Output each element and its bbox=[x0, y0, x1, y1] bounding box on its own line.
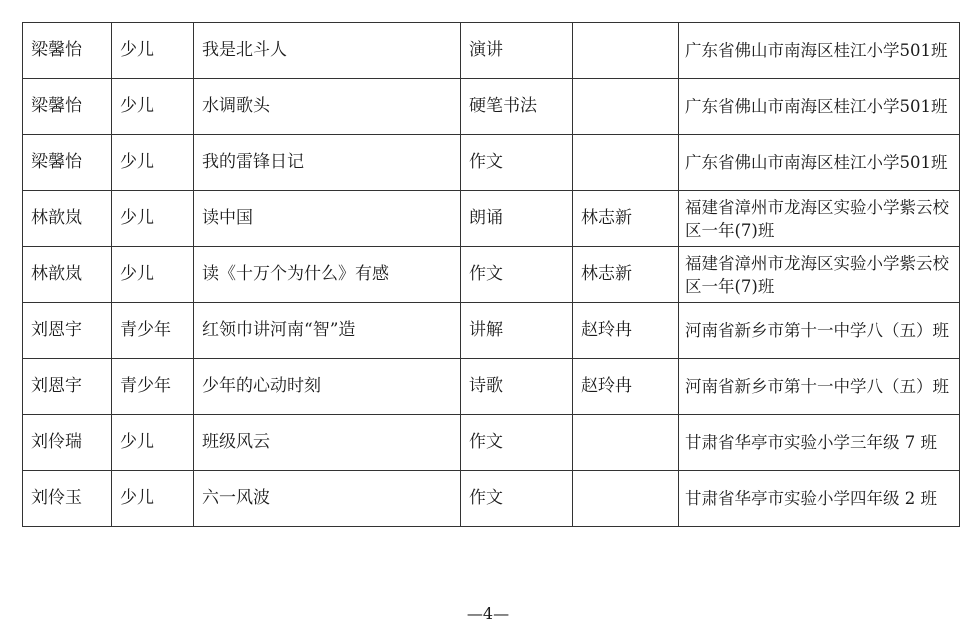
age-group: 青少年 bbox=[112, 303, 194, 359]
instructor: 赵玲冉 bbox=[573, 359, 679, 415]
work-category: 作文 bbox=[461, 247, 573, 303]
participant-name: 刘伶瑞 bbox=[23, 415, 112, 471]
instructor: 林志新 bbox=[573, 191, 679, 247]
work-category: 硬笔书法 bbox=[461, 79, 573, 135]
instructor bbox=[573, 415, 679, 471]
age-group: 少儿 bbox=[112, 247, 194, 303]
participant-name: 林歆岚 bbox=[23, 247, 112, 303]
age-group: 少儿 bbox=[112, 23, 194, 79]
instructor bbox=[573, 23, 679, 79]
school: 广东省佛山市南海区桂江小学501班 bbox=[679, 79, 960, 135]
table-row bbox=[23, 135, 960, 191]
school: 福建省漳州市龙海区实验小学紫云校区一年(7)班 bbox=[679, 191, 960, 247]
instructor bbox=[573, 471, 679, 527]
school: 福建省漳州市龙海区实验小学紫云校区一年(7)班 bbox=[679, 247, 960, 303]
participant-name: 刘恩宇 bbox=[23, 303, 112, 359]
work-category: 作文 bbox=[461, 415, 573, 471]
work-category: 诗歌 bbox=[461, 359, 573, 415]
work-title: 我的雷锋日记 bbox=[194, 135, 461, 191]
work-title: 读中国 bbox=[194, 191, 461, 247]
school: 河南省新乡市第十一中学八（五）班 bbox=[679, 303, 960, 359]
age-group: 少儿 bbox=[112, 471, 194, 527]
participant-name: 梁馨怡 bbox=[23, 135, 112, 191]
page-number: —4— bbox=[466, 604, 510, 623]
work-category: 演讲 bbox=[461, 23, 573, 79]
participant-name: 林歆岚 bbox=[23, 191, 112, 247]
award-list-table bbox=[22, 22, 960, 527]
work-title: 读《十万个为什么》有感 bbox=[194, 247, 461, 303]
table-row bbox=[23, 247, 960, 303]
work-title: 六一风波 bbox=[194, 471, 461, 527]
work-category: 作文 bbox=[461, 135, 573, 191]
table-row bbox=[23, 79, 960, 135]
school: 广东省佛山市南海区桂江小学501班 bbox=[679, 135, 960, 191]
work-title: 我是北斗人 bbox=[194, 23, 461, 79]
table-row bbox=[23, 303, 960, 359]
age-group: 少儿 bbox=[112, 135, 194, 191]
participant-name: 刘伶玉 bbox=[23, 471, 112, 527]
participant-name: 刘恩宇 bbox=[23, 359, 112, 415]
work-title: 班级风云 bbox=[194, 415, 461, 471]
age-group: 青少年 bbox=[112, 359, 194, 415]
work-title: 水调歌头 bbox=[194, 79, 461, 135]
age-group: 少儿 bbox=[112, 415, 194, 471]
participant-name: 梁馨怡 bbox=[23, 79, 112, 135]
work-title: 红领巾讲河南“智”造 bbox=[194, 303, 461, 359]
age-group: 少儿 bbox=[112, 79, 194, 135]
table-row bbox=[23, 471, 960, 527]
instructor bbox=[573, 135, 679, 191]
table-row bbox=[23, 191, 960, 247]
work-category: 作文 bbox=[461, 471, 573, 527]
work-category: 朗诵 bbox=[461, 191, 573, 247]
participant-name: 梁馨怡 bbox=[23, 23, 112, 79]
instructor bbox=[573, 79, 679, 135]
school: 甘肃省华亭市实验小学四年级 2 班 bbox=[679, 471, 960, 527]
instructor: 林志新 bbox=[573, 247, 679, 303]
table-row bbox=[23, 359, 960, 415]
table-row bbox=[23, 415, 960, 471]
work-category: 讲解 bbox=[461, 303, 573, 359]
table-row bbox=[23, 23, 960, 79]
school: 甘肃省华亭市实验小学三年级 7 班 bbox=[679, 415, 960, 471]
work-title: 少年的心动时刻 bbox=[194, 359, 461, 415]
school: 河南省新乡市第十一中学八（五）班 bbox=[679, 359, 960, 415]
school: 广东省佛山市南海区桂江小学501班 bbox=[679, 23, 960, 79]
age-group: 少儿 bbox=[112, 191, 194, 247]
instructor: 赵玲冉 bbox=[573, 303, 679, 359]
